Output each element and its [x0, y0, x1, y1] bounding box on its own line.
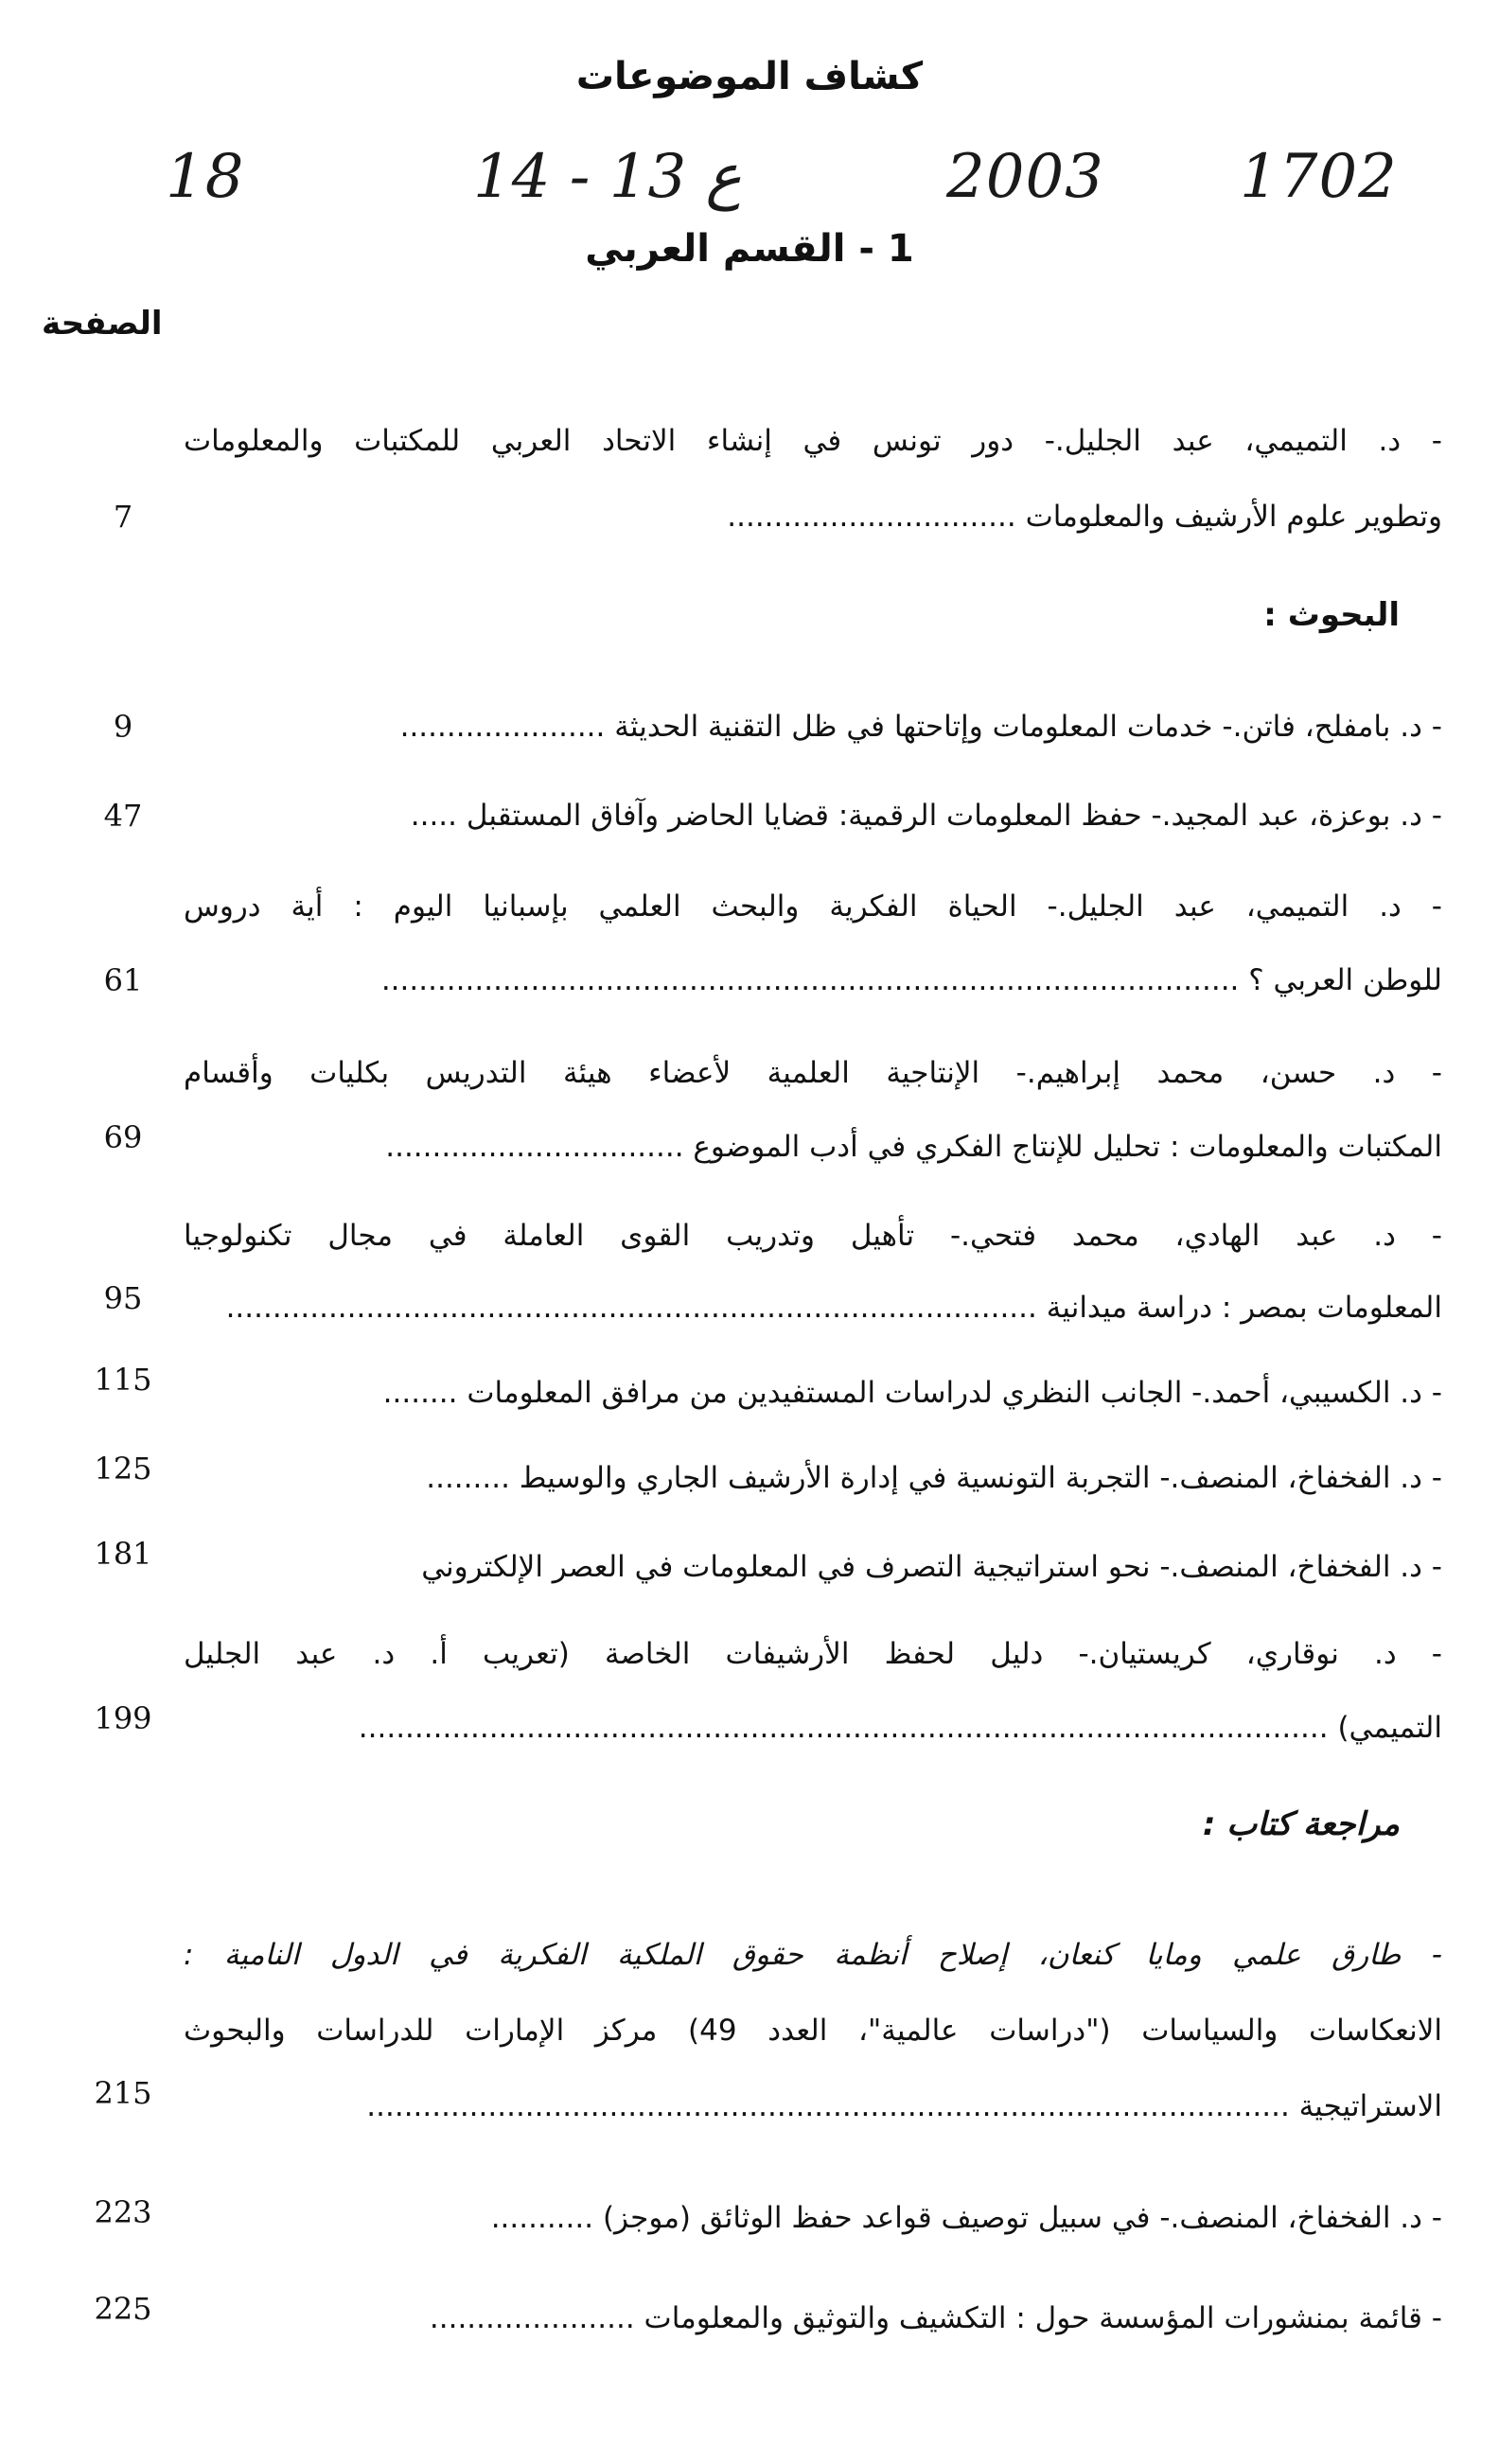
toc-entry-line: - د. بوعزة، عبد المجيد.- حفظ المعلومات الرقمية: قضايا الحاضر وآفاق المستقبل .....: [410, 799, 1442, 833]
toc-entry-line: - د. الفخفاخ، المنصف.- التجربة التونسية في إدارة الأرشيف الجاري والوسيط .........: [426, 1461, 1442, 1495]
toc-entry-line: - د. التميمي، عبد الجليل.- الحياة الفكرية والبحث العلمي بإسبانيا اليوم : أية دروس: [184, 889, 1442, 924]
page-number: 215: [94, 2075, 152, 2111]
section-title: 1 - القسم العربي: [585, 227, 914, 271]
toc-entry-line: الاستراتيجية ...................................................................................................: [366, 2089, 1442, 2123]
page-column-label: الصفحة: [42, 305, 163, 343]
page-number: 199: [94, 1700, 152, 1736]
page-number: 223: [94, 2194, 152, 2230]
reviews-heading: مراجعة كتاب :: [1202, 1805, 1400, 1843]
toc-entry-line: - د. التميمي، عبد الجليل.- دور تونس في إنشاء الاتحاد العربي للمكتبات والمعلومات: [184, 424, 1442, 458]
toc-entry-line: - د. عبد الهادي، محمد فتحي.- تأهيل وتدريب القوى العاملة في مجال تكنولوجيا: [184, 1219, 1442, 1253]
page-number: 115: [94, 1362, 152, 1398]
toc-entry-line: المكتبات والمعلومات : تحليل للإنتاج الفكري في أدب الموضوع ................................: [385, 1130, 1442, 1164]
toc-entry-line: وتطوير علوم الأرشيف والمعلومات ...............................: [727, 500, 1442, 534]
page-number: 61: [103, 962, 143, 998]
toc-entry-line: - د. نوقاري، كريستيان.- دليل لحفظ الأرشيفات الخاصة (تعريب أ. د. عبد الجليل: [184, 1637, 1442, 1671]
page-number: 9: [113, 709, 133, 745]
page-number: 125: [94, 1451, 152, 1487]
handwritten-note-1: 1702: [1240, 142, 1398, 212]
toc-entry-line: الانعكاسات والسياسات ("دراسات عالمية"، العدد 49) مركز الإمارات للدراسات والبحوث: [184, 2014, 1442, 2048]
handwritten-note-4: 18: [166, 142, 245, 212]
toc-entry-line: - د. الفخفاخ، المنصف.- نحو استراتيجية التصرف في المعلومات في العصر الإلكتروني: [421, 1550, 1442, 1584]
toc-entry-line: التميمي) ........................................................................................................: [358, 1711, 1442, 1745]
page-number: 69: [103, 1119, 143, 1155]
toc-entry-line: - د. الكسيبي، أحمد.- الجانب النظري لدراسات المستفيدين من مرافق المعلومات ........: [382, 1376, 1442, 1410]
page-number: 47: [103, 798, 143, 834]
page-number: 225: [94, 2291, 152, 2327]
toc-entry-line: - قائمة بمنشورات المؤسسة حول : التكشيف والتوثيق والمعلومات ......................: [429, 2301, 1442, 2335]
toc-entry-line: للوطن العربي ؟ ............................................................................................: [380, 963, 1442, 997]
toc-entry-line: - د. حسن، محمد إبراهيم.- الإنتاجية العلمية لأعضاء هيئة التدريس بكليات وأقسام: [184, 1056, 1442, 1090]
index-title: كشاف الموضوعات: [575, 55, 924, 98]
page-number: 181: [94, 1536, 152, 1572]
page-number: 95: [103, 1280, 143, 1316]
handwritten-note-3: ع 13 - 14: [473, 142, 742, 212]
handwritten-note-2: 2003: [946, 142, 1104, 212]
toc-entry-line: - طارق علمي ومايا كنعان، إصلاح أنظمة حقوق الملكية الفكرية في الدول النامية :: [184, 1938, 1442, 1972]
research-heading: البحوث :: [1263, 596, 1400, 634]
toc-entry-line: المعلومات بمصر : دراسة ميدانية .......................................................................................: [225, 1291, 1442, 1325]
toc-entry-line: - د. الفخفاخ، المنصف.- في سبيل توصيف قواعد حفظ الوثائق (موجز) ...........: [490, 2201, 1442, 2235]
toc-entry-line: - د. بامفلح، فاتن.- خدمات المعلومات وإتاحتها في ظل التقنية الحديثة ......................: [399, 710, 1442, 744]
page-number: 7: [113, 499, 133, 535]
